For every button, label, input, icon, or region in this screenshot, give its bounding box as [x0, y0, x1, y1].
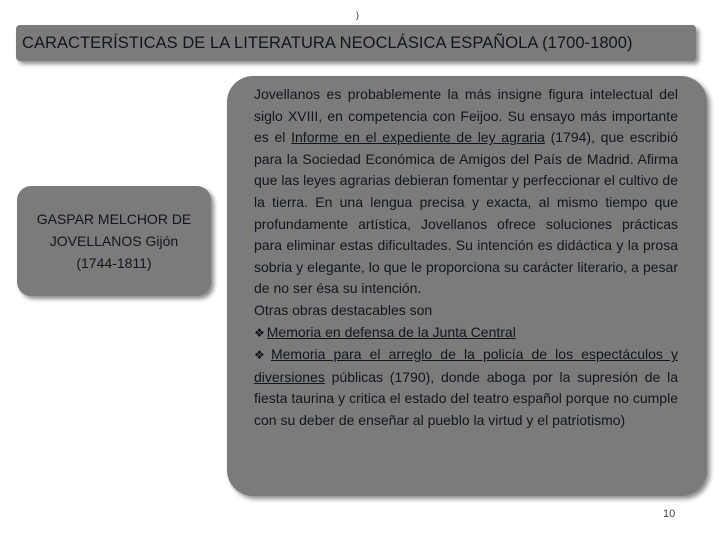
author-line-1: GASPAR MELCHOR DE	[36, 211, 192, 227]
page-number: 10	[663, 508, 676, 520]
content-text	[254, 84, 678, 432]
list-item	[254, 322, 678, 345]
paragraph-1-end: (1794), que escribió para la Sociedad Económica de Amigos del País de Madrid. Afirma que las leyes agrarias debieran fomentar y perfeccionar el cultivo de la tierra. En una lengua precisa y exacta, al mismo tiempo que profundamente artística, Jovellanos ofrece soluciones prácticas para eliminar estas dificultades. Su intención es didáctica y la prosa sobria y elegante, lo que le proporciona su carácter literario, a pesar de no ser ésa su intención.	[254, 129, 678, 297]
top-mark: )	[356, 10, 359, 20]
work-title-memoria-espectaculos: Memoria para el arreglo de la policía de los espectáculos y diversiones	[254, 346, 678, 385]
paragraph-1-start: Jovellanos es probablemente la más insigne figura intelectual del siglo XVIII, en competencia con Feijoo. Su ensayo más importante es el	[254, 86, 678, 146]
author-label	[37, 208, 192, 274]
author-line-3: (1744-1811)	[76, 255, 152, 271]
list-item	[254, 344, 678, 431]
paragraph-1	[254, 84, 678, 300]
author-line-2: JOVELLANOS Gijón	[49, 233, 179, 249]
slide-title: CARACTERÍSTICAS DE LA LITERATURA NEOCLÁSICA ESPAÑOLA (1700-1800)	[22, 33, 633, 52]
author-box	[17, 186, 211, 296]
list-item-description: públicas (1790), donde aboga por la supresión de la fiesta taurina y critica el estado del teatro español porque no cumple con su deber de enseñar al pueblo la virtud y el patriotismo)	[254, 368, 678, 428]
diamond-bullet-icon: ❖	[254, 348, 269, 363]
paragraph-2: Otras obras destacables son	[254, 301, 433, 318]
diamond-bullet-icon: ❖	[254, 325, 265, 340]
title-bar	[16, 25, 696, 61]
work-title-memoria-junta: Memoria en defensa de la Junta Central	[266, 323, 516, 340]
work-title-informe: Informe en el expediente de ley agraria	[291, 129, 545, 146]
